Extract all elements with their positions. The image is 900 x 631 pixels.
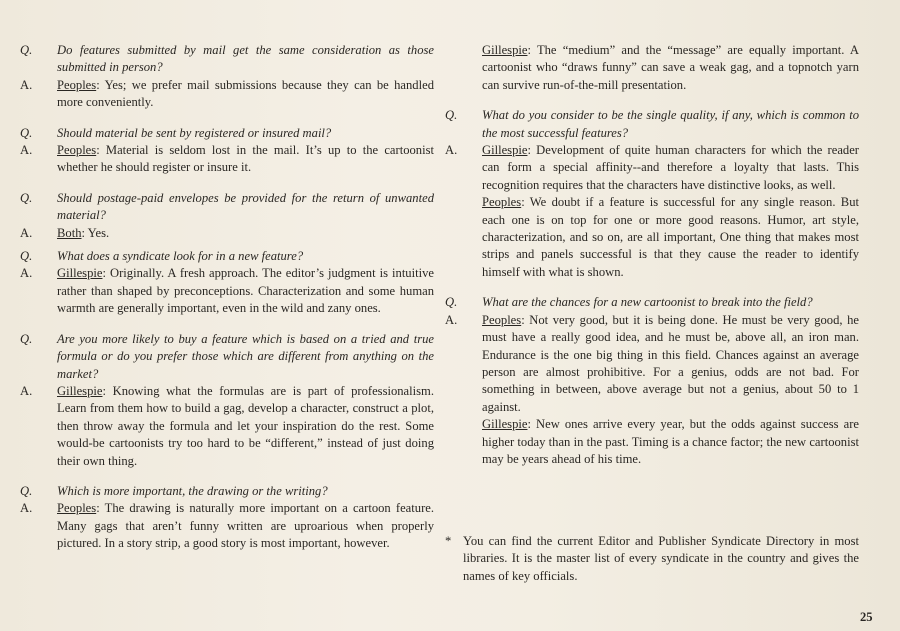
question-text: Are you more likely to buy a feature which is based on a tried and true formula or do you prefer those which are different from anything on the market? xyxy=(57,331,434,381)
speaker-name: Peoples xyxy=(57,77,97,92)
answer-text xyxy=(482,142,859,194)
answer-text xyxy=(57,500,434,552)
speaker-name: Gillespie xyxy=(57,266,103,281)
q-marker: Q. xyxy=(20,43,33,57)
page-number: 25 xyxy=(860,610,873,624)
question-text: What does a syndicate look for in a new feature? xyxy=(57,249,304,264)
speaker-name: Peoples xyxy=(482,195,522,210)
answer-body: : The “medium” and the “message” are equally important. A cartoonist who “draws funny” can save a weak gag, and a topnotch yarn can survive run-of-the-mill presentation. xyxy=(482,43,859,92)
question xyxy=(20,190,434,225)
answer-text xyxy=(57,142,434,177)
q-marker: Q. xyxy=(445,295,458,310)
a-marker: A. xyxy=(445,143,458,158)
answer-body: : We doubt if a feature is successful for any single reason. But each one is on top for one or more good reasons. Humor, art style, characterization, and so on, are all important, One thing that makes most strips and panels successful is that they cause the reader to identify himself with what is shown. xyxy=(482,195,859,279)
footnote-text: You can find the current Editor and Publisher Syndicate Directory in most libraries. It is the master list of every syndicate in the country and gives the names of key officials. xyxy=(463,534,859,583)
q-marker: Q. xyxy=(20,125,33,140)
answer xyxy=(445,312,859,416)
speaker-name: Peoples xyxy=(482,312,522,327)
left-column xyxy=(20,42,434,553)
question-text: What do you consider to be the single quality, if any, which is common to the most successful features? xyxy=(482,108,859,140)
answer-text xyxy=(482,312,859,416)
q-marker: Q. xyxy=(20,190,33,205)
answer-body: : Development of quite human characters for which the reader can form a special affinity--and therefore a loyalty that lasts. This recognition requires that the characters have distinctive looks, as well. xyxy=(482,143,859,192)
a-marker: A. xyxy=(20,383,33,398)
a-marker: A. xyxy=(20,225,33,240)
answer-continued xyxy=(445,42,859,94)
answer xyxy=(20,77,434,112)
speaker-name: Gillespie xyxy=(482,143,528,158)
question-text: Do features submitted by mail get the same consideration as those submitted in person? xyxy=(57,43,434,75)
answer xyxy=(445,194,859,281)
footnote-asterisk: * xyxy=(445,534,452,548)
answer-body: : Yes. xyxy=(81,225,110,240)
answer-body: : New ones arrive every year, but the odds against success are higher today than in the past. Timing is a chance factor; the new cartoonist may be years ahead of his time. xyxy=(482,417,859,466)
answer-text xyxy=(57,383,434,470)
answer-body: : Not very good, but it is being done. He must be very good, he must have a really good idea, and he must be, above all, an iron man. Endurance is the one big thing in this field. Chances against an average person are almost prohibitive. For a genius, odds are not bad. For something in between, above average but not a genius, about 50 to 1 against. xyxy=(482,312,859,414)
speaker-name: Gillespie xyxy=(57,383,103,398)
right-column xyxy=(445,42,859,468)
question-text: Should postage-paid envelopes be provided for the return of unwanted material? xyxy=(57,190,434,223)
answer-body: : Originally. A fresh approach. The editor’s judgment is intuitive rather than shaped by preconceptions. Characterization and some human warmth are generally important, even in the wild and zany ones. xyxy=(57,266,434,316)
answer xyxy=(445,142,859,194)
question xyxy=(20,248,434,265)
speaker-name: Gillespie xyxy=(482,417,528,432)
a-marker: A. xyxy=(20,77,33,92)
q-marker: Q. xyxy=(20,331,33,346)
q-marker: Q. xyxy=(445,108,458,123)
a-marker: A. xyxy=(20,501,33,516)
answer-body: : Material is seldom lost in the mail. It’s up to the cartoonist whether he should register or insure it. xyxy=(57,143,434,175)
question xyxy=(445,294,859,311)
answer-text xyxy=(482,416,859,468)
answer-text xyxy=(57,77,434,112)
a-marker: A. xyxy=(20,143,33,158)
answer-body: : The drawing is naturally more important on a cartoon feature. Many gags that aren’t funny written are uproarious when properly pictured. In a story strip, a good story is most important, however. xyxy=(57,501,434,551)
q-marker: Q. xyxy=(20,249,33,264)
speaker-name: Gillespie xyxy=(482,43,528,57)
question xyxy=(20,483,434,500)
answer xyxy=(445,416,859,468)
question xyxy=(445,107,859,142)
answer-body: : Knowing what the formulas are is part of professionalism. Learn from them how to build a gag, develop a character, construct a plot, then throw away the formula and let your inspiration do the rest. Some would-be cartoonists try too hard to be “different,” instead of just doing their own thing. xyxy=(57,383,434,468)
answer-text xyxy=(482,42,859,94)
answer xyxy=(20,383,434,470)
answer-text xyxy=(482,194,859,281)
a-marker: A. xyxy=(20,266,33,281)
speaker-name: Peoples xyxy=(57,143,97,158)
question-text: Which is more important, the drawing or the writing? xyxy=(57,483,328,498)
question xyxy=(20,125,434,142)
question xyxy=(20,42,434,77)
speaker-name: Peoples xyxy=(57,501,97,516)
answer-body: : Yes; we prefer mail submissions because they can be handled more conveniently. xyxy=(57,77,434,110)
question-text: Should material be sent by registered or insured mail? xyxy=(57,125,332,140)
q-marker: Q. xyxy=(20,483,33,498)
footnote xyxy=(445,533,859,585)
speaker-name: Both xyxy=(57,225,82,240)
question-text: What are the chances for a new cartoonist to break into the field? xyxy=(482,295,813,310)
answer xyxy=(20,265,434,317)
answer-text xyxy=(57,225,434,242)
answer xyxy=(20,142,434,177)
a-marker: A. xyxy=(445,312,458,327)
question xyxy=(20,331,434,383)
answer xyxy=(20,500,434,552)
answer-text xyxy=(57,265,434,317)
answer xyxy=(20,225,434,242)
